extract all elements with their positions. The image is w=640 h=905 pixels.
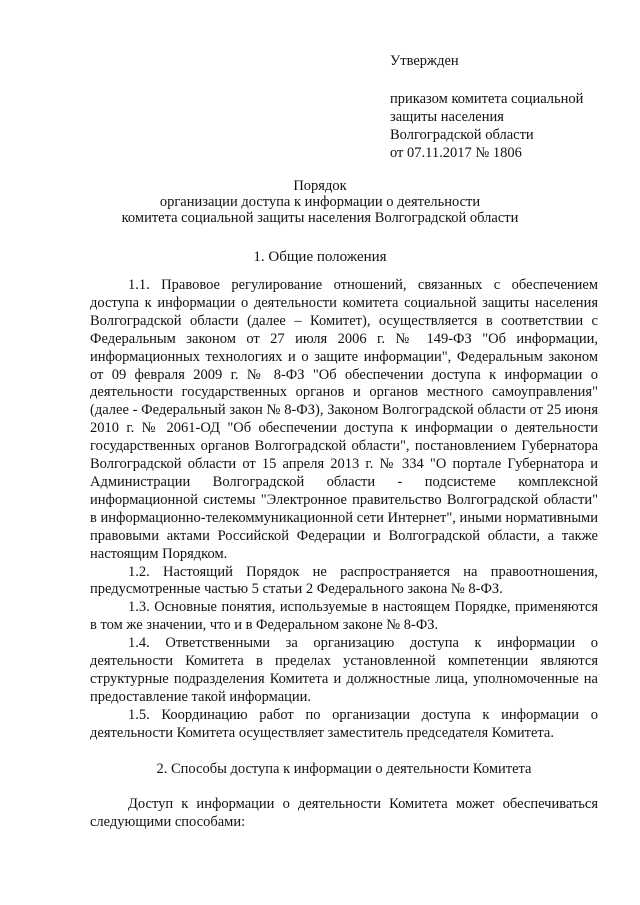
paragraph: 1.2. Настоящий Порядок не распространяется на правоотношения, предусмотренные частью 5 статьи 2 Федерального закона № 8-ФЗ. — [90, 563, 598, 598]
approval-date: от 07.11.2017 № 1806 — [390, 145, 522, 161]
approval-stamp — [390, 52, 610, 162]
paragraph: Доступ к информации о деятельности Комитета может обеспечиваться следующими способами: — [90, 796, 598, 831]
document-title — [0, 178, 640, 226]
document-body — [90, 277, 598, 832]
title-line: Порядок — [293, 178, 347, 194]
approval-line: защиты населения — [390, 109, 504, 125]
approval-line: приказом комитета социальной — [390, 91, 584, 107]
section-heading: 1. Общие положения — [253, 249, 387, 265]
title-line: организации доступа к информации о деятельности — [159, 194, 481, 210]
paragraph: 1.5. Координацию работ по организации доступа к информации о деятельности Комитета осуществляет заместитель председателя Комитета. — [90, 706, 598, 741]
paragraph: 1.3. Основные понятия, используемые в настоящем Порядке, применяются в том же значении, что и в Федеральном законе № 8-ФЗ. — [90, 599, 598, 634]
approval-line: Волгоградской области — [390, 127, 534, 143]
paragraph: 1.1. Правовое регулирование отношений, связанных с обеспечением доступа к информации о деятельности комитета социальной защиты населения Волгоградской области (далее – Комитет), осуществляется в соответствии с Федеральным законом от 27 июля 2006 г. № 149-ФЗ "Об информации, информационных технологиях и о защите информации", Федеральным законом от 09 февраля 2009 г. № 8-ФЗ "Об обеспечении доступа к информации о деятельности государственных органов и органов местного самоуправления" (далее - Федеральный закон № 8-ФЗ), Законом Волгоградской области от 25 июня 2010 г. № 2061-ОД "Об обеспечении доступа к информации о деятельности государственных органов Волгоградской области", постановлением Губернатора Волгоградской области от 15 апреля 2013 г. № 334 "О портале Губернатора и Администрации Волгоградской области - подсистеме комплексной информационной системы "Электронное правительство Волгоградской области" в информационно-телекоммуникационной сети Интернет", иными нормативными правовыми актами Российской Федерации и Волгоградской области, а также настоящим Порядком. — [90, 277, 598, 562]
title-line: комитета социальной защиты населения Волгоградской области — [121, 210, 519, 226]
approval-line: Утвержден — [390, 53, 459, 69]
paragraph: 1.4. Ответственными за организацию доступа к информации о деятельности Комитета в пределах установленной компетенции являются структурные подразделения Комитета и должностные лица, уполномоченные на предоставление такой информации. — [90, 635, 598, 705]
section-heading: 2. Способы доступа к информации о деятельности Комитета — [156, 760, 532, 777]
